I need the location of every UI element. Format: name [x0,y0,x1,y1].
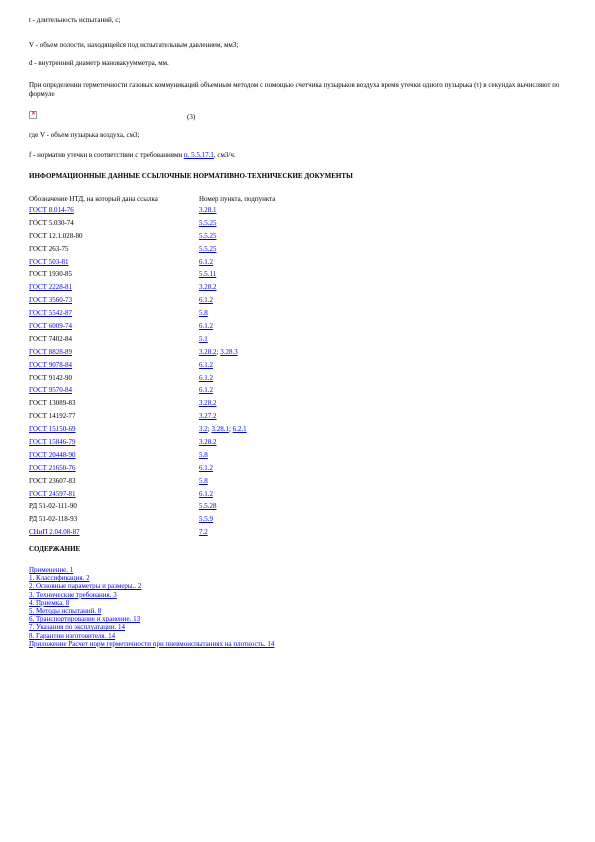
clause-cell [199,346,275,359]
table-row [29,256,275,269]
v-definition: V - объем полости, находящейся под испытательным давлением, мм3; [29,41,239,49]
table-row [29,359,275,372]
toc-link[interactable]: 6. Транспортирование и хранение. 13 [29,615,141,624]
clause-link[interactable]: 3.28.2 [199,399,217,408]
clause-cell [199,384,275,397]
toc-link[interactable]: Применение. 1 [29,566,74,574]
table-row [29,268,275,281]
table-row [29,488,275,501]
table-row [29,475,275,488]
table-row [29,243,275,256]
clause-link[interactable]: 6.1.2 [199,386,213,395]
clause-link[interactable]: 5.5.9 [199,515,213,524]
clause-link[interactable]: 5.5.25 [199,244,217,253]
clause-link[interactable]: 6.2.1 [232,425,247,434]
clause-cell [199,488,275,501]
clause-cell [199,294,275,307]
clause-link[interactable]: 3.27.2 [199,412,217,421]
document-link[interactable]: ГОСТ 6009-74 [29,321,73,330]
document-cell [29,475,199,488]
document-cell [29,281,199,294]
clause-cell [199,217,275,230]
toc-link[interactable]: Приложение Расчет норм герметичности при пневмоиспытаниях на плотность. 14 [29,639,275,648]
clause-link[interactable]: 3.28.2 [199,437,217,446]
f-definition-unit: , см3/ч. [213,151,236,159]
clause-cell [199,500,275,513]
table-row [29,384,275,397]
document-label: ГОСТ 9142-90 [29,373,73,382]
document-label: ГОСТ 14192-77 [29,412,76,421]
clause-link[interactable]: 5.1 [199,334,208,343]
table-row [29,397,275,410]
contents-heading: СОДЕРЖАНИЕ [29,545,81,553]
separator: ; [228,425,233,434]
clause-link[interactable]: 6.1.2 [199,489,213,498]
table-row [29,372,275,385]
table-row [29,436,275,449]
document-cell [29,513,199,526]
clause-cell [199,333,275,346]
table-row [29,281,275,294]
v-bubble-definition: где V - объем пузырька воздуха, см3; [29,131,140,139]
clause-link[interactable]: 3.28.1 [199,205,217,214]
table-row [29,449,275,462]
table-row [29,230,275,243]
broken-image-icon: ✕ [31,111,37,117]
clause-cell [199,281,275,294]
document-link[interactable]: ГОСТ 20448-90 [29,450,76,459]
clause-link[interactable]: 7.2 [199,528,208,537]
clause-cell [199,372,275,385]
toc-item [29,623,274,631]
clause-link[interactable]: 6.1.2 [199,360,213,369]
clause-link[interactable]: 5.5.11 [199,270,217,279]
clause-link[interactable]: 6.1.2 [199,463,213,472]
toc-item [29,574,274,582]
d-definition: d - внутренний диаметр мановакуумметра, мм. [29,59,169,67]
toc-item [29,615,274,623]
document-label: ГОСТ 263-75 [29,244,69,253]
toc-link[interactable]: 8. Гарантии изготовителя. 14 [29,631,116,640]
clause-cell [199,320,275,333]
document-label: РД 51-02-111-90 [29,502,77,511]
clause-cell [199,268,275,281]
document-cell [29,410,199,423]
references-heading: ИНФОРМАЦИОННЫЕ ДАННЫЕ ССЫЛОЧНЫЕ НОРМАТИВНО-ТЕХНИЧЕСКИЕ ДОКУМЕНТЫ [29,172,353,180]
clause-link[interactable]: 3.28.2 [199,283,217,292]
table-row [29,513,275,526]
document-label: ГОСТ 1930-85 [29,270,73,279]
document-cell [29,436,199,449]
clause-link[interactable]: 3.28.3 [220,347,238,356]
formula-image [29,111,37,119]
table-row [29,320,275,333]
document-cell [29,372,199,385]
table-row [29,333,275,346]
toc-item [29,566,274,574]
document-label: ГОСТ 7402-84 [29,334,73,343]
clause-link[interactable]: 6.1.2 [199,296,213,305]
clause-link[interactable]: 6.1.2 [199,373,213,382]
clause-cell [199,256,275,269]
formula-intro-paragraph: При определении герметичности газовых коммуникаций объемным методом с помощью счетчика пузырьков воздуха время утечки одного пузырька (τ) в секундах вычисляют по формуле [29,81,560,98]
equation-number: (3) [187,113,196,121]
clause-link[interactable]: 6.1.2 [199,257,213,266]
toc-link[interactable]: 1. Классификация. 2 [29,574,90,583]
toc-item [29,607,274,615]
document-cell [29,333,199,346]
clause-link[interactable]: 3.28.1 [211,425,229,434]
table-row [29,410,275,423]
clause-cell [199,475,275,488]
document-cell [29,346,199,359]
document-cell [29,204,199,217]
clause-link[interactable]: п. 5.5.17.1 [183,151,214,159]
document-cell [29,488,199,501]
table-row [29,500,275,513]
clause-link[interactable]: 5.5.25 [199,218,217,227]
document-cell [29,384,199,397]
clause-cell [199,436,275,449]
f-definition-text: f - норматив утечки в соответствии с требованиями [29,151,184,159]
document-cell [29,243,199,256]
document-cell [29,526,199,539]
document-cell [29,397,199,410]
document-link[interactable]: ГОСТ 5542-87 [29,309,73,318]
clause-cell [199,423,275,436]
clause-cell [199,462,275,475]
document-cell [29,500,199,513]
document-link[interactable]: ГОСТ 21650-76 [29,463,76,472]
clause-link[interactable]: 5.8 [199,450,208,459]
toc-item [29,599,274,607]
table-row [29,204,275,217]
references-table [29,194,275,539]
clause-cell [199,243,275,256]
table-row [29,462,275,475]
table-row [29,294,275,307]
clause-link[interactable]: 3.2 [199,425,208,434]
document-label: РД 51-02-118-93 [29,515,78,524]
toc-link[interactable]: 2. Основные параметры и размеры.. 2 [29,582,142,591]
clause-cell [199,230,275,243]
toc-link[interactable]: 3. Технические требования. 3 [29,590,117,599]
document-label: ГОСТ 5.030-74 [29,218,74,227]
document-link[interactable]: ГОСТ 24597-81 [29,489,76,498]
clause-link[interactable]: 5.8 [199,476,208,485]
table-header-row [29,194,275,204]
table-row [29,346,275,359]
toc-item [29,632,274,640]
document-link[interactable]: ГОСТ 9078-84 [29,360,73,369]
clause-cell [199,513,275,526]
document-cell [29,449,199,462]
document-cell [29,294,199,307]
document-link[interactable]: ГОСТ 2228-81 [29,283,73,292]
document-link[interactable]: ГОСТ 503-81 [29,257,69,266]
document-label: ГОСТ 23607-83 [29,476,76,485]
toc-link[interactable]: 7. Указания по эксплуатации. 14 [29,623,125,632]
table-of-contents [29,566,274,648]
document-link[interactable]: ГОСТ 9570-84 [29,386,73,395]
toc-link[interactable]: 4. Приемка. 8 [29,598,70,607]
clause-cell [199,397,275,410]
document-link[interactable]: ГОСТ 15846-79 [29,437,76,446]
clause-link[interactable]: 6.1.2 [199,321,213,330]
table-row [29,217,275,230]
document-cell [29,217,199,230]
document-cell [29,423,199,436]
separator: ; [207,425,212,434]
column-header-document: Обозначение НТД, на который дана ссылка [29,194,158,203]
document-link[interactable]: ГОСТ 3560-73 [29,296,73,305]
document-cell [29,359,199,372]
toc-link[interactable]: 5. Методы испытаний. 8 [29,607,102,616]
clause-cell [199,359,275,372]
document-cell [29,230,199,243]
column-header-clause: Номер пункта, подпункта [199,194,276,203]
document-label: ГОСТ 12.1.028-80 [29,231,83,240]
document-link[interactable]: ГОСТ 8.014-76 [29,205,74,214]
document-cell [29,320,199,333]
clause-cell [199,526,275,539]
clause-cell [199,449,275,462]
document-link[interactable]: ГОСТ 15150-69 [29,425,76,434]
clause-cell [199,410,275,423]
document-label: ГОСТ 13089-83 [29,399,76,408]
table-row [29,423,275,436]
separator: ; [216,347,221,356]
f-definition [29,151,236,160]
table-row [29,307,275,320]
t-definition: t - длительность испытаний, с; [29,16,121,24]
toc-item [29,591,274,599]
toc-item [29,640,274,648]
document-cell [29,307,199,320]
clause-link[interactable]: 5.5.28 [199,502,217,511]
document-cell [29,268,199,281]
toc-item [29,582,274,590]
clause-link[interactable]: 5.8 [199,309,208,318]
clause-cell [199,204,275,217]
document-cell [29,462,199,475]
table-row [29,526,275,539]
clause-cell [199,307,275,320]
document-link[interactable]: СНиП 2.04.08-87 [29,528,80,537]
clause-link[interactable]: 5.5.25 [199,231,217,240]
document-cell [29,256,199,269]
document-link[interactable]: ГОСТ 8828-89 [29,347,73,356]
clause-link[interactable]: 3.28.2 [199,347,217,356]
